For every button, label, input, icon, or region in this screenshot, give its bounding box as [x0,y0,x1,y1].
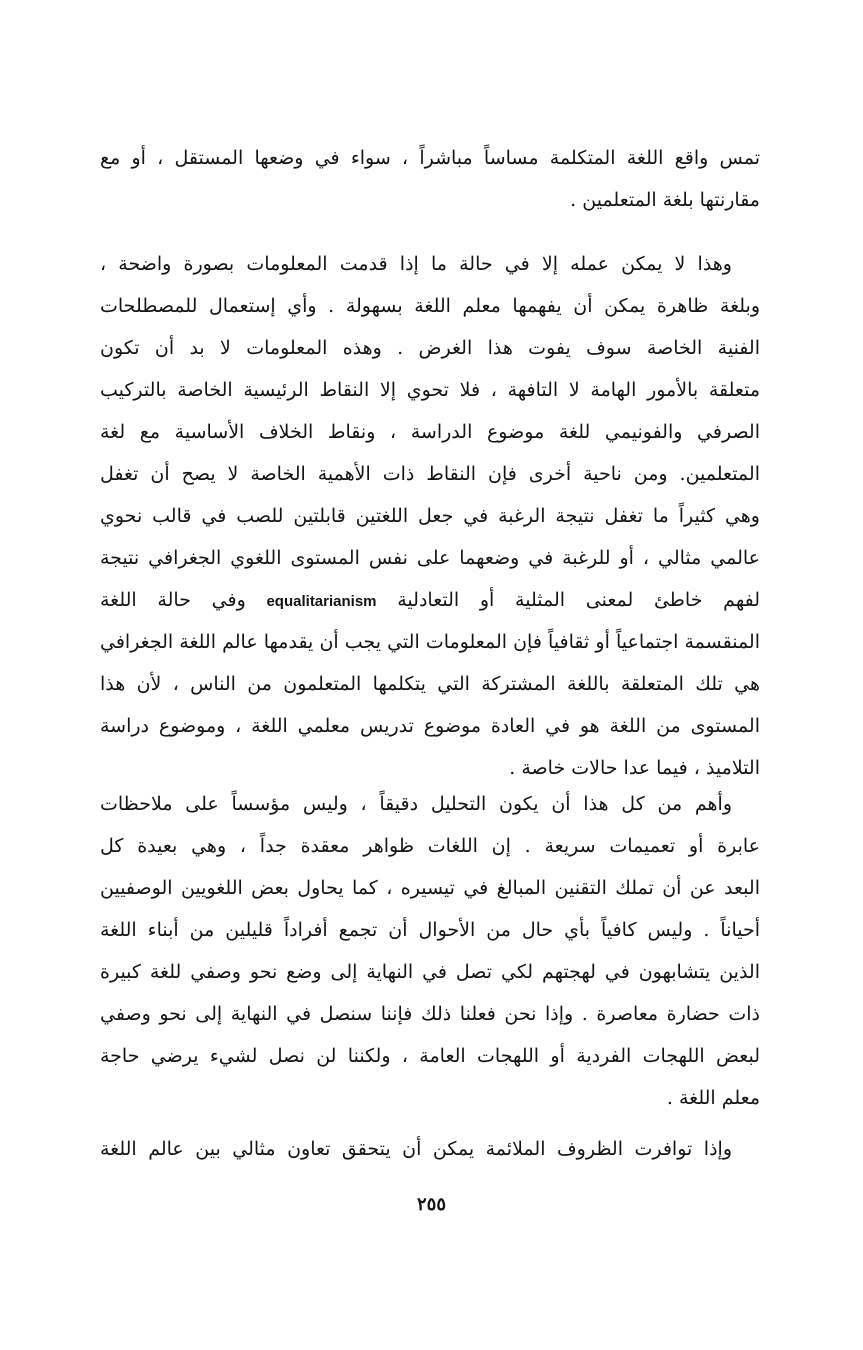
text-line: متعلقة بالأمور الهامة لا التافهة ، فلا تحوي إلا النقاط الرئيسية الخاصة بالتركيب [100,379,760,401]
text-line: ذات حضارة معاصرة . وإذا نحن فعلنا ذلك فإننا سنصل في النهاية إلى نحو وصفي [100,1003,760,1025]
text-line: الصرفي والفونيمي للغة موضوع الدراسة ، ونقاط الخلاف الأساسية مع لغة [100,421,760,443]
page-number: ٢٥٥ [416,1194,446,1215]
text-segment: وفي حالة اللغة [100,589,246,611]
text-line: عابرة أو تعميمات سريعة . إن اللغات ظواهر معقدة جداً ، وهي بعيدة كل [100,835,760,857]
text-line: الفنية الخاصة سوف يفوت هذا الغرض . وهذه المعلومات لا بد أن تكون [100,337,760,359]
text-line: البعد عن أن تملك التقنين المبالغ في تيسيره ، كما يحاول بعض اللغويين الوصفيين [100,877,760,899]
text-line-with-latin-term [100,579,760,621]
text-line: التلاميذ ، فيما عدا حالات خاصة . [509,757,760,779]
text-line: وإذا توافرت الظروف الملائمة يمكن أن يتحقق تعاون مثالي بين عالم اللغة [100,1138,732,1160]
text-line: معلم اللغة . [666,1087,760,1109]
text-line: الذين يتشابهون في لهجتهم لكي تصل في النهاية إلى وضع نحو وصفي للغة كبيرة [100,961,760,983]
text-line: المتعلمين. ومن ناحية أخرى فإن النقاط ذات الأهمية الخاصة لا يصح أن تغفل [100,463,760,485]
text-line: لبعض اللهجات الفردية أو اللهجات العامة ، ولكننا لن نصل لشيء يرضي حاجة [100,1045,760,1067]
text-line: أحياناً . وليس كافياً بأي حال من الأحوال أن تجمع أفراداً قليلين من أبناء اللغة [100,919,760,941]
text-line: وهي كثيراً ما تغفل نتيجة الرغبة في جعل اللغتين قابلتين للصب في قالب نحوي [100,505,760,527]
text-line: وبلغة ظاهرة يمكن أن يفهمها معلم اللغة بسهولة . وأي إستعمال للمصطلحات [100,295,760,317]
text-line: تمس واقع اللغة المتكلمة مساساً مباشراً ، سواء في وضعها المستقل ، أو مع [100,147,760,169]
paragraph-2 [100,243,760,789]
latin-term: equalitarianism [266,593,377,610]
text-line: عالمي مثالي ، أو للرغبة في وضعهما على نفس المستوى اللغوي الجغرافي نتيجة [100,547,760,569]
text-line: مقارنتها بلغة المتعلمين . [570,189,760,211]
paragraph-1 [100,137,760,221]
text-line: وأهم من كل هذا أن يكون التحليل دقيقاً ، وليس مؤسساً على ملاحظات [100,793,732,815]
text-segment: لفهم خاطئ لمعنى المثلية أو التعادلية [397,589,760,611]
paragraph-4 [100,1128,760,1170]
text-line: هي تلك المتعلقة باللغة المشتركة التي يتكلمها المتعلمون من الناس ، لأن هذا [100,673,760,695]
text-line: وهذا لا يمكن عمله إلا في حالة ما إذا قدمت المعلومات بصورة واضحة ، [100,253,732,275]
text-line: المنقسمة اجتماعياً أو ثقافياً فإن المعلومات التي يجب أن يقدمها عالم اللغة الجغرافي [100,631,760,653]
paragraph-3 [100,783,760,1119]
text-line: المستوى من اللغة هو في العادة موضوع تدريس معلمي اللغة ، وموضوع دراسة [100,715,760,737]
